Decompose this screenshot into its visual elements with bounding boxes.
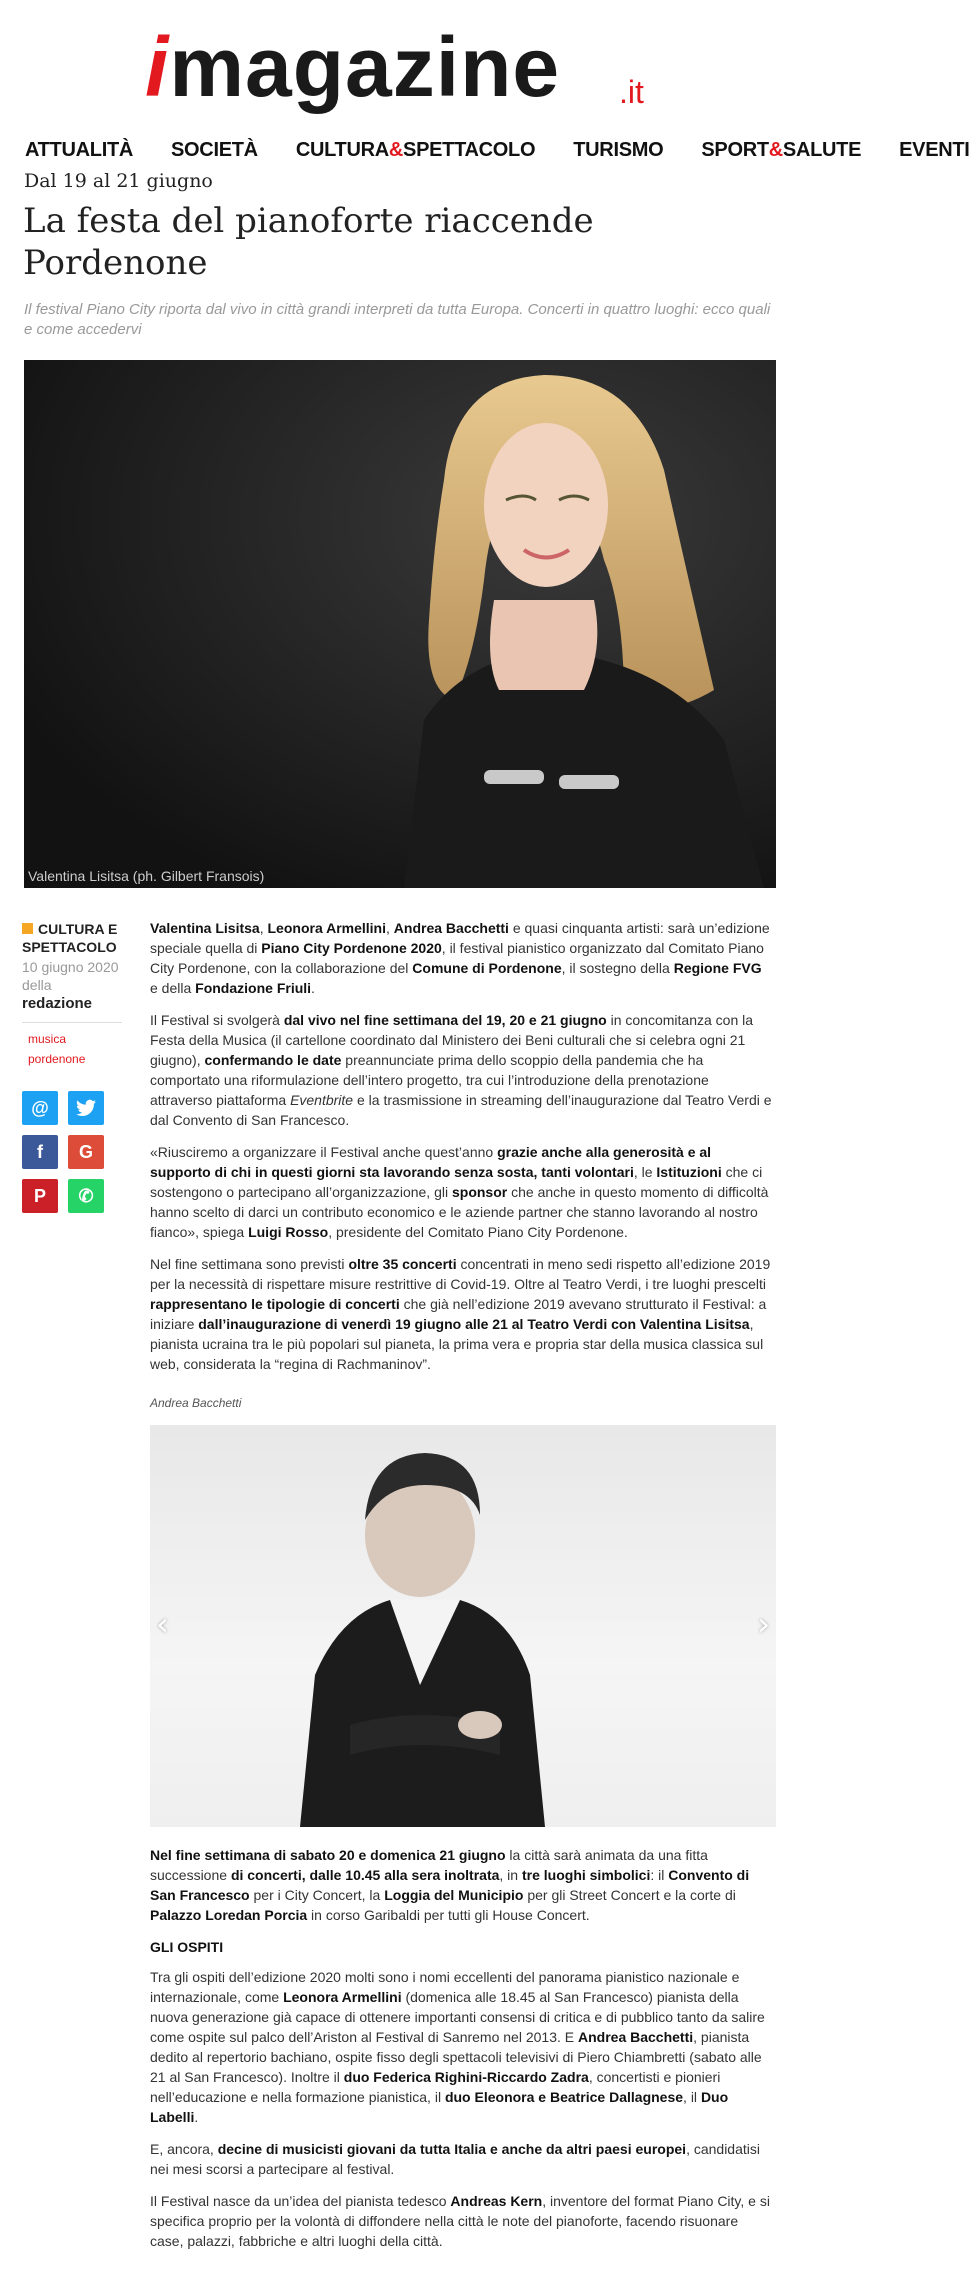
site-logo[interactable] — [145, 22, 665, 112]
article-body — [150, 918, 772, 1386]
nav-item-attualita[interactable]: ATTUALITÀ — [25, 139, 134, 161]
article-sidebar — [22, 920, 122, 1213]
nav-item-societa[interactable]: SOCIETÀ — [171, 139, 258, 161]
publish-date: 10 giugno 2020 della — [22, 959, 119, 993]
google-icon[interactable]: G — [68, 1135, 104, 1169]
paragraph-5: Nel fine settimana di sabato 20 e domenica 21 giugno la città sarà animata da una fitta successione di concerti, dalle 10.45 alla sera inoltrata, in tre luoghi simbolici: il Convento di San Francesco per i City Concert, la Loggia del Municipio per gli Street Concert e la corte di Palazzo Loredan Porcia in corso Garibaldi per tutti gli House Concert. — [150, 1847, 750, 1923]
image-gallery — [150, 1425, 776, 1827]
nav-item-turismo[interactable]: TURISMO — [573, 139, 664, 161]
facebook-icon[interactable]: f — [22, 1135, 58, 1169]
nav-item-sport-salute[interactable]: SPORT&SALUTE — [701, 139, 862, 161]
article-body-continued — [150, 1845, 772, 2263]
sidebar-divider — [22, 1022, 122, 1023]
gallery-next-icon[interactable]: › — [757, 1605, 770, 1643]
twitter-icon[interactable] — [68, 1091, 104, 1125]
nav-item-eventi[interactable]: EVENTI — [899, 139, 970, 161]
pinterest-icon[interactable]: P — [22, 1179, 58, 1213]
share-buttons — [22, 1091, 122, 1213]
tag-musica[interactable]: musica — [28, 1032, 67, 1046]
article-title: La festa del pianoforte riaccende Pordenone — [23, 201, 594, 283]
paragraph-2: Il Festival si svolgerà dal vivo nel fine settimana del 19, 20 e 21 giugno in concomitanza con la Festa della Musica (il cartellone coordinato dal Ministero dei Beni culturali che si celebra ogni 21 giugno), confermando le date preannunciate prima dello scoppio della pandemia che ha comportato una riformulazione dell’intero progetto, tra cui l’introduzione della prenotazione attraverso piattaforma Eventbrite e la trasmissione in streaming dell’inaugurazione dal Teatro Verdi e dal Convento di San Francesco. — [150, 1012, 772, 1128]
tag-pordenone[interactable]: pordenone — [28, 1052, 86, 1066]
nav-item-cultura-spettacolo[interactable]: CULTURA&SPETTACOLO — [295, 139, 536, 161]
whatsapp-icon[interactable]: ✆ — [68, 1179, 104, 1213]
logo-wordmark: imagazine — [145, 20, 561, 114]
article-kicker: Dal 19 al 21 giugno — [24, 170, 213, 192]
section-heading-ospiti: GLI OSPITI — [150, 1939, 224, 1955]
main-nav — [25, 135, 970, 165]
article-summary: Il festival Piano City riporta dal vivo in città grandi interpreti da tutta Europa. Concerti in quattro luoghi: ecco quali e come accedervi — [24, 301, 771, 338]
category-link[interactable]: CULTURA E SPETTACOLO — [22, 921, 118, 955]
paragraph-3: «Riusciremo a organizzare il Festival anche quest’anno grazie anche alla generosità e al supporto di chi in questi giorni sta lavorando senza sosta, tanti volontari, le Istituzioni che ci sostengono o partecipano all’organizzazione, gli sponsor che anche in questo momento di difficoltà hanno scelto di darci un contributo economico e le aziende partner che stanno lavorando al nostro fianco», spiega Luigi Rosso, presidente del Comitato Piano City Pordenone. — [150, 1144, 769, 1240]
hero-caption: Valentina Lisitsa (ph. Gilbert Fransois) — [28, 868, 265, 884]
author-link[interactable]: redazione — [22, 995, 93, 1012]
bacchetti-portrait — [150, 1425, 776, 1827]
hero-image — [24, 360, 776, 888]
category-marker — [22, 923, 33, 934]
email-icon[interactable]: @ — [22, 1091, 58, 1125]
paragraph-7: E, ancora, decine di musicisti giovani da tutta Italia e anche da altri paesi europei, candidatisi nei mesi scorsi a partecipare al festival. — [150, 2141, 760, 2177]
gallery-prev-icon[interactable]: ‹ — [156, 1605, 169, 1643]
paragraph-8: Il Festival nasce da un’idea del pianista tedesco Andreas Kern, inventore del format Piano City, e si specifica proprio per la volontà di diffondere nella città le note del pianoforte, facendo risuonare case, palazzi, fabbriche e altri luoghi della città. — [150, 2193, 770, 2249]
paragraph-4: Nel fine settimana sono previsti oltre 35 concerti concentrati in meno sedi rispetto all’edizione 2019 per la necessità di rispettare misure restrittive di Covid-19. Oltre al Teatro Verdi, i tre luoghi prescelti rappresentano le tipologie di concerti che già nell’edizione 2019 avevano strutturato il Festival: a iniziare dall’inaugurazione di venerdì 19 giugno alle 21 al Teatro Verdi con Valentina Lisitsa, pianista ucraina tra le più popolari sul pianeta, la prima vera e propria star della musica classica sul web, considerata la “regina di Rachmaninov”. — [150, 1256, 771, 1372]
gallery-caption: Andrea Bacchetti — [150, 1396, 242, 1410]
pianist-portrait — [24, 360, 776, 888]
paragraph-6: Tra gli ospiti dell’edizione 2020 molti sono i nomi eccellenti del panorama pianistico nazionale e internazionale, come Leonora Armellini (domenica alle 18.45 al San Francesco) pianista della nuova generazione già capace di ottenere importanti consensi di critica e di pubblico tanto da salire come ospite sul palco dell’Ariston al Festival di Sanremo nel 2013. E Andrea Bacchetti, pianista dedito al repertorio bachiano, ospite fisso degli spettacoli televisivi di Piero Chiambretti (sabato alle 21 al San Francesco). Inoltre il duo Federica Righini-Riccardo Zadra, concertisti e pionieri nell’educazione e nella formazione pianistica, il duo Eleonora e Beatrice Dallagnese, il Duo Labelli. — [150, 1969, 765, 2125]
logo-tld: .it — [619, 74, 644, 110]
paragraph-1: Valentina Lisitsa, Leonora Armellini, Andrea Bacchetti e quasi cinquanta artisti: sarà un’edizione speciale quella di Piano City Pordenone 2020, il festival pianistico organizzato dal Comitato Piano City Pordenone, con la collaborazione del Comune di Pordenone, il sostegno della Regione FVG e della Fondazione Friuli. — [150, 920, 770, 996]
